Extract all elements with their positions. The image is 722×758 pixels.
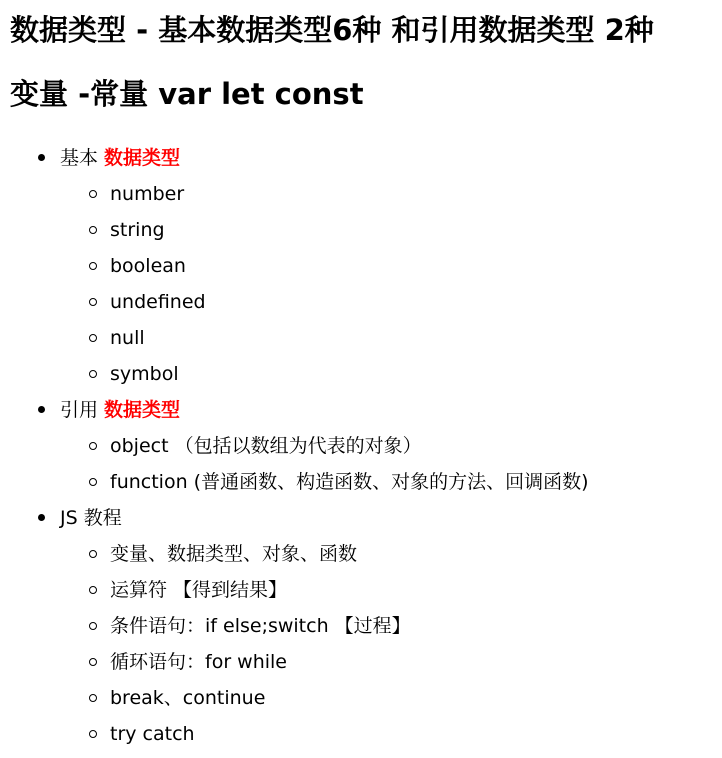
topic-outline [0, 140, 588, 752]
list-item: undefined [60, 284, 588, 320]
tutorial-sublist [60, 536, 588, 752]
list-item: 循环语句：for while [60, 644, 588, 680]
page-title: 数据类型 - 基本数据类型6种 和引用数据类型 2种 [10, 13, 654, 47]
list-item: null [60, 320, 588, 356]
reference-types-sublist [60, 428, 588, 500]
list-item: function (普通函数、构造函数、对象的方法、回调函数) [60, 464, 588, 500]
highlight-text: 数据类型 [104, 147, 181, 169]
list-item-basic-types [0, 140, 588, 392]
list-item: boolean [60, 248, 588, 284]
list-item-js-tutorial [0, 500, 588, 752]
list-item: break、continue [60, 680, 588, 716]
list-item: 变量、数据类型、对象、函数 [60, 536, 588, 572]
list-item: object （包括以数组为代表的对象） [60, 428, 588, 464]
list-item: 条件语句：if else;switch 【过程】 [60, 608, 588, 644]
list-item: 运算符 【得到结果】 [60, 572, 588, 608]
list-item: string [60, 212, 588, 248]
list-item-row [60, 392, 588, 428]
list-item: symbol [60, 356, 588, 392]
list-item-label: JS 教程 [60, 500, 588, 536]
list-item-label: 引用 [60, 399, 105, 421]
list-item: number [60, 176, 588, 212]
basic-types-sublist [60, 176, 588, 392]
list-item-label: 基本 [60, 147, 105, 169]
page-subtitle: 变量 -常量 var let const [10, 77, 364, 111]
list-item: try catch [60, 716, 588, 752]
highlight-text: 数据类型 [104, 399, 181, 421]
list-item-reference-types [0, 392, 588, 500]
list-item-row [60, 140, 588, 176]
